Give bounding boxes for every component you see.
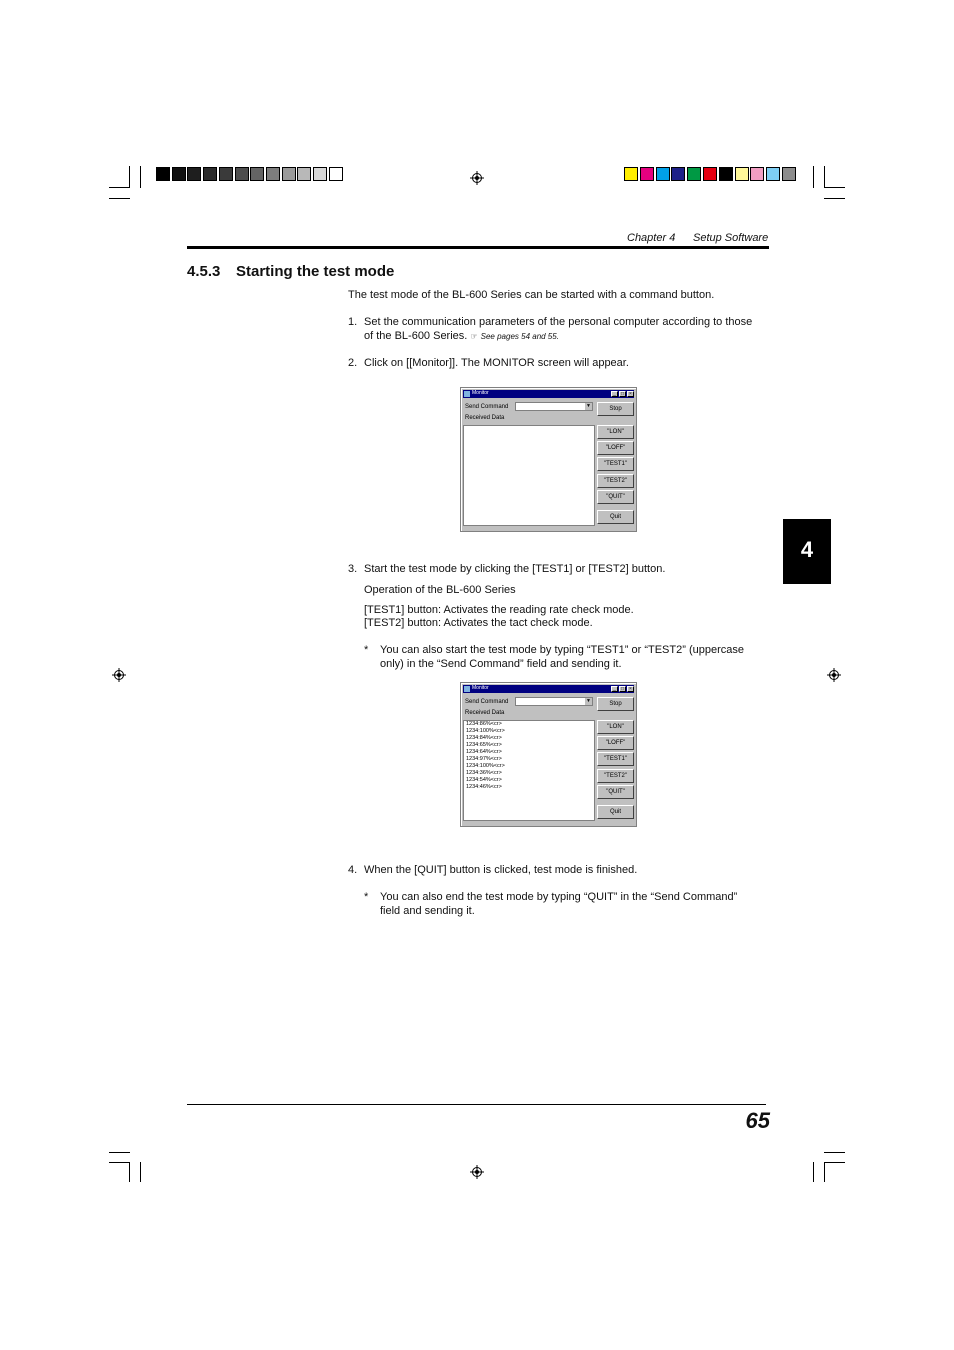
page-number: 65 (745, 1108, 770, 1133)
received-data-list[interactable] (463, 720, 595, 821)
quit-button[interactable]: Quit (597, 805, 634, 819)
color-swatch (687, 167, 701, 181)
list-item: 1234:84%<cr> (466, 735, 502, 741)
color-swatch (766, 167, 780, 181)
list-item: 1234:86%<cr> (466, 721, 502, 727)
step-2-text: Click on [[Monitor]]. The MONITOR screen will appear. (364, 357, 629, 369)
color-swatch (703, 167, 717, 181)
close-icon[interactable]: × (627, 686, 634, 692)
color-swatch (656, 167, 670, 181)
list-item: 1234:100%<cr> (466, 728, 505, 734)
received-data-list[interactable] (463, 425, 595, 526)
stop-button[interactable]: Stop (597, 697, 634, 711)
header-rule (187, 246, 769, 249)
list-item: 1234:46%<cr> (466, 784, 502, 790)
step-3-note-line-1: You can also start the test mode by typing “TEST1” or “TEST2” (uppercase (380, 644, 744, 656)
maximize-icon[interactable]: □ (620, 391, 625, 397)
color-swatch (782, 167, 796, 181)
test1-button[interactable]: "TEST1" (597, 752, 634, 766)
test2-description: [TEST2] button: Activates the tact check mode. (364, 617, 593, 629)
color-swatch (719, 167, 733, 181)
gray-swatch (156, 167, 170, 181)
gray-swatch (313, 167, 327, 181)
send-command-combo[interactable] (515, 697, 593, 706)
step-number: 4. (348, 864, 358, 876)
gray-swatch (219, 167, 233, 181)
step-4-text: When the [QUIT] button is clicked, test mode is finished. (364, 864, 638, 876)
received-data-label: Received Data (465, 415, 505, 421)
note-mark: * (364, 891, 369, 903)
test1-button[interactable]: "TEST1" (597, 457, 634, 471)
list-item: 1234:36%<cr> (466, 770, 502, 776)
registration-mark-icon (112, 668, 126, 682)
received-data-label: Received Data (465, 710, 505, 716)
lon-button[interactable]: "LON" (597, 720, 634, 734)
header-chapter: Chapter 4 (627, 232, 676, 244)
gray-swatch (282, 167, 296, 181)
quit-button[interactable]: Quit (597, 510, 634, 524)
note-mark: * (364, 644, 369, 656)
color-swatch (640, 167, 654, 181)
gray-swatch (203, 167, 217, 181)
chevron-down-icon[interactable]: ▼ (586, 403, 591, 409)
loff-button[interactable]: "LOFF" (597, 736, 634, 750)
close-icon[interactable]: × (627, 391, 634, 397)
lon-button[interactable]: "LON" (597, 425, 634, 439)
title-bar (463, 390, 634, 398)
quit-command-button[interactable]: "QUIT" (597, 785, 634, 799)
gray-swatch (329, 167, 343, 181)
page-reference: See pages 54 and 55. (480, 332, 559, 341)
step-4-note-line-2: field and sending it. (380, 905, 475, 917)
list-item: 1234:64%<cr> (466, 749, 502, 755)
registration-mark-icon (470, 1165, 484, 1179)
quit-command-button[interactable]: "QUIT" (597, 490, 634, 504)
test2-button[interactable]: "TEST2" (597, 474, 634, 488)
step-1-line-1: Set the communication parameters of the personal computer according to those (364, 316, 753, 328)
step-4-note-line-1: You can also end the test mode by typing “QUIT” in the “Send Command” (380, 891, 738, 903)
color-swatch (735, 167, 749, 181)
minimize-icon[interactable]: _ (611, 391, 618, 397)
section-title: Starting the test mode (236, 263, 395, 280)
gray-swatch (172, 167, 186, 181)
gray-swatch (187, 167, 201, 181)
color-swatch (750, 167, 764, 181)
loff-button[interactable]: "LOFF" (597, 441, 634, 455)
app-icon (464, 391, 470, 397)
see-arrow-icon: ☞ (470, 332, 478, 341)
window-title: Monitor (472, 685, 489, 691)
monitor-window-empty (460, 387, 637, 532)
step-1-line-2: of the BL-600 Series. ☞ See pages 54 and 55. (364, 330, 559, 342)
registration-mark-icon (827, 668, 841, 682)
list-item: 1234:100%<cr> (466, 763, 505, 769)
gray-swatch (297, 167, 311, 181)
gray-swatch (266, 167, 280, 181)
list-item: 1234:97%<cr> (466, 756, 502, 762)
footer-rule (187, 1104, 766, 1105)
chevron-down-icon[interactable]: ▼ (586, 698, 591, 704)
step-3-sub: Operation of the BL-600 Series (364, 584, 516, 596)
step-number: 3. (348, 563, 358, 575)
title-bar (463, 685, 634, 693)
color-swatch (624, 167, 638, 181)
gray-swatch (235, 167, 249, 181)
registration-mark-icon (470, 171, 484, 185)
minimize-icon[interactable]: _ (611, 686, 618, 692)
step-number: 2. (348, 357, 358, 369)
monitor-window-data (460, 682, 637, 827)
stop-button[interactable]: Stop (597, 402, 634, 416)
send-command-label: Send Command (465, 404, 509, 410)
list-item: 1234:65%<cr> (466, 742, 502, 748)
step-number: 1. (348, 316, 358, 328)
test1-description: [TEST1] button: Activates the reading rate check mode. (364, 604, 634, 616)
color-swatch (671, 167, 685, 181)
intro-text: The test mode of the BL-600 Series can be started with a command button. (348, 289, 715, 301)
send-command-combo[interactable] (515, 402, 593, 411)
gray-swatch (250, 167, 264, 181)
step-3-note-line-2: only) in the “Send Command” field and sending it. (380, 658, 622, 670)
chapter-tab: 4 (783, 519, 831, 584)
maximize-icon[interactable]: □ (620, 686, 625, 692)
app-icon (464, 686, 470, 692)
test2-button[interactable]: "TEST2" (597, 769, 634, 783)
window-title: Monitor (472, 390, 489, 396)
header-section: Setup Software (693, 232, 769, 244)
section-number: 4.5.3 (187, 263, 221, 280)
send-command-label: Send Command (465, 699, 509, 705)
list-item: 1234:54%<cr> (466, 777, 502, 783)
step-3-text: Start the test mode by clicking the [TEST1] or [TEST2] button. (364, 563, 666, 575)
